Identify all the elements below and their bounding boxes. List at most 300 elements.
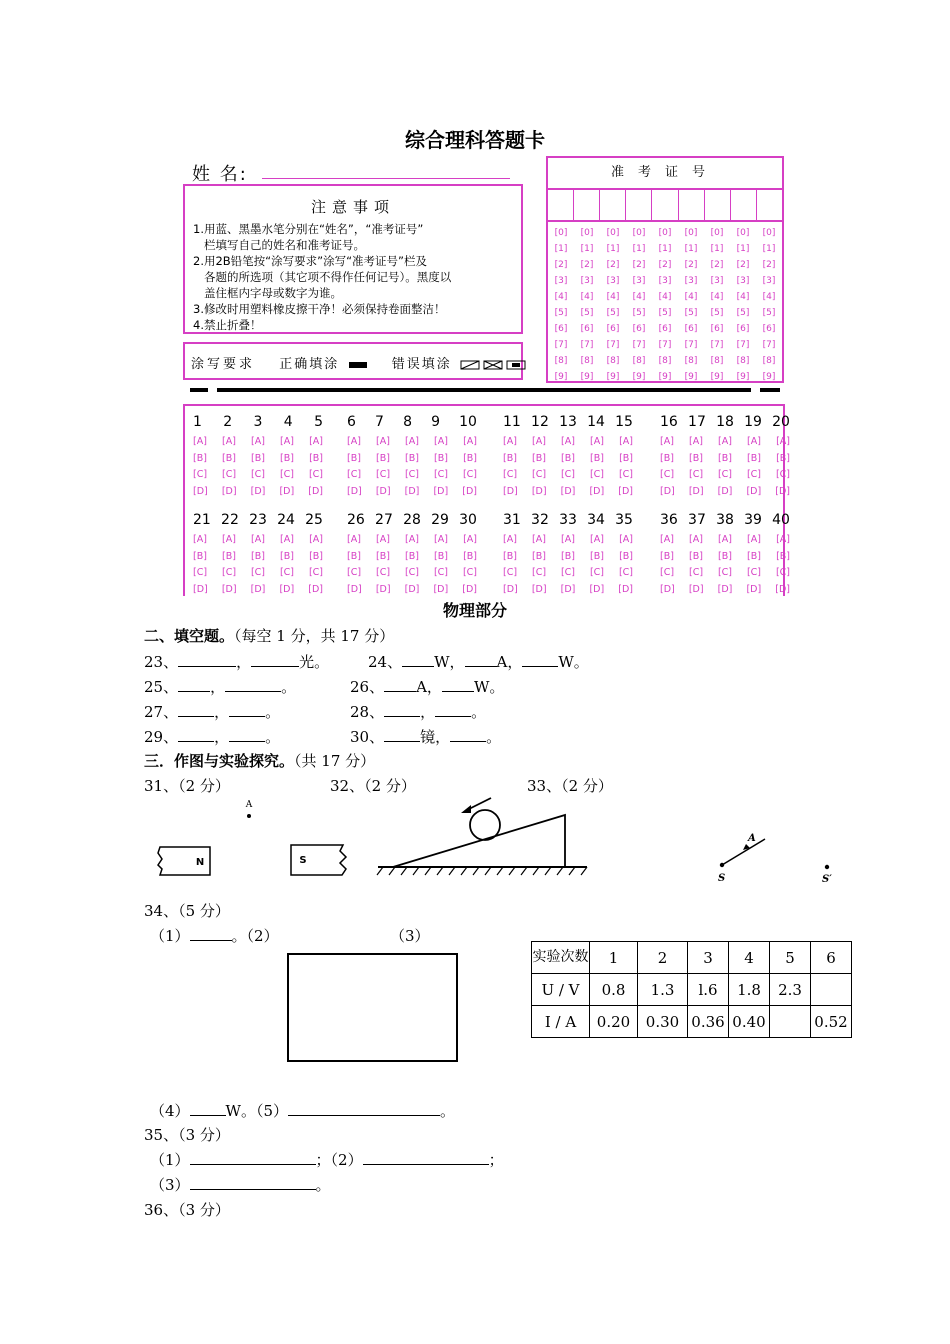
option-bubble[interactable]: [D]	[688, 485, 704, 497]
id-bubble[interactable]: [5]	[710, 308, 724, 318]
option-bubble[interactable]: [C]	[531, 567, 547, 578]
id-bubble[interactable]: [2]	[658, 260, 672, 270]
magnet-figure[interactable]	[150, 795, 355, 885]
option-bubble[interactable]: [B]	[619, 452, 633, 464]
id-bubble[interactable]: [8]	[632, 356, 646, 366]
option-bubble[interactable]: [B]	[503, 550, 517, 562]
option-bubble[interactable]: [B]	[193, 452, 207, 464]
id-bubble[interactable]: [8]	[658, 356, 672, 366]
option-bubble[interactable]: [B]	[405, 452, 419, 464]
id-bubble[interactable]: [0]	[606, 228, 620, 238]
option-bubble[interactable]: [C]	[618, 469, 633, 480]
question-number: 7	[375, 414, 384, 430]
id-bubble[interactable]: [9]	[710, 372, 724, 382]
option-bubble[interactable]: [C]	[375, 567, 391, 578]
option-bubble[interactable]: [C]	[503, 567, 518, 578]
option-bubble[interactable]: [B]	[376, 452, 390, 464]
option-bubble[interactable]: [B]	[347, 452, 361, 464]
option-bubble[interactable]: [C]	[660, 469, 675, 480]
q29-blank-2[interactable]	[229, 727, 265, 742]
id-bubble[interactable]: [3]	[710, 276, 724, 286]
option-bubble[interactable]: [A]	[619, 534, 633, 545]
id-bubble[interactable]: [2]	[684, 260, 698, 270]
id-bubble[interactable]: [9]	[684, 372, 698, 382]
option-bubble[interactable]: [A]	[193, 436, 207, 447]
q25-blank-2[interactable]	[225, 677, 281, 692]
id-bubble[interactable]: [1]	[710, 244, 724, 254]
id-bubble[interactable]: [9]	[658, 372, 672, 382]
id-bubble[interactable]: [3]	[762, 276, 776, 286]
id-bubble[interactable]: [6]	[658, 324, 672, 334]
id-bubble[interactable]: [7]	[684, 340, 698, 350]
table-cell: 2	[638, 942, 688, 974]
option-bubble[interactable]: [C]	[589, 469, 604, 480]
option-bubble[interactable]: [C]	[433, 567, 448, 578]
option-bubble[interactable]: [D]	[250, 583, 266, 595]
q34-blank-4[interactable]	[190, 1101, 226, 1116]
option-bubble[interactable]: [D]	[589, 485, 605, 497]
option-bubble[interactable]: [A]	[376, 436, 390, 447]
q24-blank-2[interactable]	[465, 652, 497, 667]
option-bubble[interactable]: [D]	[404, 583, 420, 595]
id-bubble[interactable]: [6]	[554, 324, 568, 334]
option-bubble[interactable]: [C]	[308, 567, 323, 578]
option-bubble[interactable]: [C]	[775, 567, 790, 578]
q35-blank-1[interactable]	[190, 1150, 316, 1165]
option-bubble[interactable]: [D]	[660, 485, 675, 497]
option-bubble[interactable]: [B]	[280, 452, 294, 464]
option-bubble[interactable]: [B]	[660, 550, 674, 562]
id-bubble[interactable]: [6]	[736, 324, 750, 334]
option-bubble[interactable]: [A]	[660, 436, 674, 447]
option-bubble[interactable]: [B]	[590, 452, 604, 464]
id-bubble[interactable]: [9]	[606, 372, 620, 382]
option-bubble[interactable]: [D]	[193, 485, 208, 497]
id-bubble[interactable]: [9]	[762, 372, 776, 382]
option-bubble[interactable]: [D]	[308, 485, 323, 497]
option-bubble[interactable]: [D]	[279, 583, 295, 595]
option-bubble[interactable]: [B]	[689, 550, 703, 562]
option-bubble[interactable]: [D]	[279, 485, 295, 497]
q27-blank-2[interactable]	[229, 702, 265, 717]
option-bubble[interactable]: [A]	[280, 534, 294, 545]
id-bubble[interactable]: [3]	[658, 276, 672, 286]
option-bubble[interactable]: [A]	[405, 436, 419, 447]
id-bubble[interactable]: [5]	[658, 308, 672, 318]
circuit-drawing-box[interactable]	[287, 953, 458, 1062]
id-bubble[interactable]: [1]	[684, 244, 698, 254]
option-bubble[interactable]: [C]	[347, 469, 362, 480]
id-bubble[interactable]: [9]	[736, 372, 750, 382]
option-bubble[interactable]: [B]	[251, 550, 265, 562]
id-bubble[interactable]: [4]	[554, 292, 568, 302]
option-bubble[interactable]: [B]	[590, 550, 604, 562]
option-bubble[interactable]: [D]	[618, 583, 633, 595]
option-bubble[interactable]: [C]	[746, 469, 761, 480]
option-bubble[interactable]: [A]	[747, 534, 761, 545]
id-digit-cell[interactable]	[705, 190, 731, 220]
option-bubble[interactable]: [B]	[309, 550, 323, 562]
option-bubble[interactable]: [D]	[308, 583, 323, 595]
id-bubble[interactable]: [4]	[736, 292, 750, 302]
id-bubble[interactable]: [8]	[710, 356, 724, 366]
id-bubble[interactable]: [8]	[606, 356, 620, 366]
option-bubble[interactable]: [A]	[434, 436, 448, 447]
option-bubble[interactable]: [D]	[589, 583, 605, 595]
table-cell: 0.20	[590, 1006, 638, 1038]
q23-blank-2[interactable]	[251, 652, 299, 667]
option-bubble[interactable]: [D]	[375, 583, 391, 595]
id-bubble[interactable]: [6]	[684, 324, 698, 334]
q24-blank-1[interactable]	[402, 652, 434, 667]
id-bubble[interactable]: [2]	[762, 260, 776, 270]
id-bubble[interactable]: [6]	[632, 324, 646, 334]
option-bubble[interactable]: [C]	[717, 469, 733, 480]
id-bubble[interactable]: [4]	[762, 292, 776, 302]
id-bubble[interactable]: [7]	[736, 340, 750, 350]
id-bubble[interactable]: [2]	[736, 260, 750, 270]
option-bubble[interactable]: [A]	[590, 436, 604, 447]
q26-blank-2[interactable]	[442, 677, 474, 692]
id-bubble[interactable]: [1]	[736, 244, 750, 254]
answer-group	[503, 414, 633, 500]
id-digit-cell[interactable]	[679, 190, 705, 220]
option-bubble[interactable]: [A]	[222, 436, 236, 447]
option-bubble[interactable]: [B]	[376, 550, 390, 562]
id-bubble[interactable]: [6]	[710, 324, 724, 334]
option-bubble[interactable]: [D]	[221, 485, 237, 497]
option-bubble[interactable]: [C]	[193, 567, 208, 578]
id-bubble[interactable]: [8]	[762, 356, 776, 366]
id-digit-cell[interactable]	[548, 190, 574, 220]
id-bubble[interactable]: [1]	[554, 244, 568, 254]
option-bubble[interactable]: [B]	[347, 550, 361, 562]
id-bubble[interactable]: [7]	[606, 340, 620, 350]
option-bubble[interactable]: [D]	[250, 485, 266, 497]
id-bubble[interactable]: [1]	[580, 244, 594, 254]
id-bubble[interactable]: [3]	[684, 276, 698, 286]
option-bubble[interactable]: [D]	[746, 485, 762, 497]
id-bubble[interactable]: [4]	[580, 292, 594, 302]
option-bubble[interactable]: [C]	[347, 567, 362, 578]
id-bubble[interactable]: [4]	[684, 292, 698, 302]
option-bubble[interactable]: [C]	[589, 567, 604, 578]
option-bubble[interactable]: [A]	[532, 534, 546, 545]
option-bubble[interactable]: [C]	[279, 567, 294, 578]
option-bubble[interactable]: [C]	[688, 469, 704, 480]
option-bubble[interactable]: [A]	[309, 534, 323, 545]
id-bubble[interactable]: [6]	[762, 324, 776, 334]
option-bubble[interactable]: [A]	[590, 534, 604, 545]
id-bubble[interactable]: [8]	[684, 356, 698, 366]
option-bubble[interactable]: [C]	[308, 469, 323, 480]
option-bubble[interactable]: [B]	[561, 550, 575, 562]
id-bubble[interactable]: [4]	[632, 292, 646, 302]
q27-blank-1[interactable]	[178, 702, 214, 717]
option-bubble[interactable]: [C]	[462, 567, 477, 578]
option-bubble[interactable]: [D]	[193, 583, 208, 595]
id-bubble[interactable]: [7]	[632, 340, 646, 350]
table-cell[interactable]	[811, 974, 852, 1006]
option-bubble[interactable]: [B]	[193, 550, 207, 562]
id-bubble[interactable]: [2]	[710, 260, 724, 270]
option-bubble[interactable]: [B]	[718, 550, 732, 562]
id-bubble[interactable]: [3]	[580, 276, 594, 286]
option-bubble[interactable]: [D]	[531, 583, 547, 595]
option-bubble[interactable]: [C]	[221, 567, 237, 578]
q35-blank-2[interactable]	[363, 1150, 489, 1165]
id-bubble[interactable]: [7]	[762, 340, 776, 350]
option-bubble[interactable]: [D]	[462, 485, 477, 497]
id-bubble[interactable]: [0]	[762, 228, 776, 238]
option-bubble[interactable]: [B]	[503, 452, 517, 464]
id-bubble[interactable]: [2]	[606, 260, 620, 270]
id-bubble[interactable]: [0]	[736, 228, 750, 238]
option-bubble[interactable]: [A]	[434, 534, 448, 545]
option-bubble[interactable]: [C]	[717, 567, 733, 578]
id-bubble[interactable]: [9]	[632, 372, 646, 382]
id-bubble[interactable]: [6]	[580, 324, 594, 334]
option-bubble[interactable]: [C]	[746, 567, 761, 578]
id-bubble[interactable]: [3]	[632, 276, 646, 286]
q34-blank-1[interactable]	[190, 926, 232, 941]
option-bubble[interactable]: [D]	[717, 583, 733, 595]
option-bubble[interactable]: [B]	[776, 550, 790, 562]
q24-blank-3[interactable]	[522, 652, 558, 667]
id-bubble[interactable]: [3]	[554, 276, 568, 286]
option-bubble[interactable]: [A]	[503, 534, 517, 545]
name-field[interactable]	[262, 178, 510, 179]
option-bubble[interactable]: [B]	[747, 452, 761, 464]
option-bubble[interactable]: [C]	[404, 567, 420, 578]
id-bubble[interactable]: [4]	[606, 292, 620, 302]
option-bubble[interactable]: [B]	[747, 550, 761, 562]
id-bubble[interactable]: [1]	[632, 244, 646, 254]
id-bubble[interactable]: [5]	[762, 308, 776, 318]
option-bubble[interactable]: [A]	[309, 436, 323, 447]
table-cell: U / V	[532, 974, 590, 1006]
id-bubble[interactable]: [0]	[710, 228, 724, 238]
option-bubble[interactable]: [B]	[222, 550, 236, 562]
option-bubble[interactable]: [C]	[279, 469, 294, 480]
option-bubble[interactable]: [D]	[775, 485, 790, 497]
q29-blank-1[interactable]	[178, 727, 214, 742]
q26-blank-1[interactable]	[384, 677, 416, 692]
q34-blank-5[interactable]	[288, 1101, 440, 1116]
option-bubble[interactable]: [C]	[531, 469, 547, 480]
option-bubble[interactable]: [A]	[718, 436, 732, 447]
option-bubble[interactable]: [B]	[532, 550, 546, 562]
option-bubble[interactable]: [B]	[463, 550, 477, 562]
id-bubble[interactable]: [2]	[580, 260, 594, 270]
id-bubble[interactable]: [9]	[580, 372, 594, 382]
incline-figure[interactable]	[375, 795, 590, 885]
option-bubble[interactable]: [C]	[221, 469, 237, 480]
option-bubble[interactable]: [C]	[250, 567, 266, 578]
option-bubble[interactable]: [B]	[689, 452, 703, 464]
id-bubble[interactable]: [0]	[632, 228, 646, 238]
id-bubble[interactable]: [7]	[580, 340, 594, 350]
id-bubble[interactable]: [1]	[658, 244, 672, 254]
id-bubble[interactable]: [2]	[554, 260, 568, 270]
q25-blank-1[interactable]	[178, 677, 210, 692]
option-bubble[interactable]: [A]	[532, 436, 546, 447]
table-cell[interactable]	[770, 1006, 811, 1038]
option-bubble[interactable]: [A]	[689, 436, 703, 447]
option-bubble[interactable]: [C]	[618, 567, 633, 578]
option-bubble[interactable]: [A]	[561, 436, 575, 447]
option-bubble[interactable]: [B]	[280, 550, 294, 562]
option-row	[347, 532, 477, 549]
option-bubble[interactable]: [D]	[560, 583, 576, 595]
option-bubble[interactable]: [D]	[503, 583, 518, 595]
option-bubble[interactable]: [A]	[463, 436, 477, 447]
option-bubble[interactable]: [B]	[222, 452, 236, 464]
id-bubble[interactable]: [6]	[606, 324, 620, 334]
option-bubble[interactable]: [D]	[503, 485, 518, 497]
id-bubble[interactable]: [0]	[554, 228, 568, 238]
option-bubble[interactable]: [B]	[776, 452, 790, 464]
option-bubble[interactable]: [A]	[747, 436, 761, 447]
option-row	[503, 434, 633, 451]
question-number: 29	[431, 512, 449, 528]
option-bubble[interactable]: [D]	[531, 485, 547, 497]
id-bubble[interactable]: [2]	[632, 260, 646, 270]
option-bubble[interactable]: [D]	[375, 485, 391, 497]
option-bubble[interactable]: [B]	[434, 452, 448, 464]
option-bubble[interactable]: [C]	[193, 469, 208, 480]
option-bubble[interactable]: [B]	[251, 452, 265, 464]
q30-blank-1[interactable]	[384, 727, 420, 742]
id-bubble[interactable]: [5]	[684, 308, 698, 318]
option-bubble[interactable]: [A]	[347, 436, 361, 447]
id-bubble[interactable]: [5]	[606, 308, 620, 318]
question-number: 13	[559, 414, 577, 430]
option-bubble[interactable]: [A]	[776, 534, 790, 545]
id-bubble[interactable]: [0]	[580, 228, 594, 238]
id-bubble[interactable]: [0]	[684, 228, 698, 238]
option-bubble[interactable]: [B]	[660, 452, 674, 464]
id-bubble[interactable]: [7]	[554, 340, 568, 350]
option-bubble[interactable]: [B]	[619, 550, 633, 562]
option-bubble[interactable]: [B]	[532, 452, 546, 464]
id-bubble[interactable]: [8]	[580, 356, 594, 366]
option-bubble[interactable]: [B]	[434, 550, 448, 562]
option-bubble[interactable]: [A]	[251, 436, 265, 447]
id-digit-cell[interactable]	[731, 190, 757, 220]
id-bubble[interactable]: [3]	[736, 276, 750, 286]
option-bubble[interactable]: [A]	[619, 436, 633, 447]
id-digit-cell[interactable]	[574, 190, 600, 220]
option-bubble[interactable]: [A]	[660, 534, 674, 545]
option-bubble[interactable]: [C]	[433, 469, 448, 480]
mirror-figure[interactable]	[650, 795, 850, 890]
option-bubble[interactable]: [C]	[462, 469, 477, 480]
option-bubble[interactable]: [A]	[503, 436, 517, 447]
id-bubble[interactable]: [1]	[762, 244, 776, 254]
option-bubble[interactable]: [D]	[717, 485, 733, 497]
option-bubble[interactable]: [D]	[433, 583, 449, 595]
option-bubble[interactable]: [A]	[776, 436, 790, 447]
option-bubble[interactable]: [C]	[775, 469, 790, 480]
id-bubble[interactable]: [1]	[606, 244, 620, 254]
option-bubble[interactable]: [D]	[775, 583, 790, 595]
id-bubble[interactable]: [4]	[658, 292, 672, 302]
q28-blank-1[interactable]	[384, 702, 420, 717]
id-bubble[interactable]: [4]	[710, 292, 724, 302]
id-bubble[interactable]: [5]	[580, 308, 594, 318]
option-bubble[interactable]: [A]	[689, 534, 703, 545]
option-bubble[interactable]: [D]	[660, 583, 675, 595]
id-bubble[interactable]: [8]	[554, 356, 568, 366]
option-bubble[interactable]: [A]	[376, 534, 390, 545]
q35-blank-3[interactable]	[190, 1175, 316, 1190]
id-bubble[interactable]: [3]	[606, 276, 620, 286]
option-bubble[interactable]: [A]	[405, 534, 419, 545]
option-bubble[interactable]: [D]	[462, 583, 477, 595]
option-bubble[interactable]: [C]	[560, 469, 576, 480]
option-bubble[interactable]: [D]	[560, 485, 576, 497]
q28-blank-2[interactable]	[435, 702, 471, 717]
option-bubble[interactable]: [B]	[309, 452, 323, 464]
option-bubble[interactable]: [C]	[660, 567, 675, 578]
option-bubble[interactable]: [D]	[688, 583, 704, 595]
option-bubble[interactable]: [B]	[463, 452, 477, 464]
option-bubble[interactable]: [A]	[251, 534, 265, 545]
option-bubble[interactable]: [A]	[347, 534, 361, 545]
id-bubble[interactable]: [5]	[632, 308, 646, 318]
option-bubble[interactable]: [D]	[618, 485, 633, 497]
option-row	[503, 565, 633, 582]
q30-blank-2[interactable]	[450, 727, 486, 742]
option-bubble[interactable]: [C]	[404, 469, 420, 480]
id-bubble[interactable]: [7]	[658, 340, 672, 350]
option-bubble[interactable]: [D]	[347, 583, 362, 595]
id-digit-cell[interactable]	[626, 190, 652, 220]
option-bubble[interactable]: [D]	[347, 485, 362, 497]
option-bubble[interactable]: [C]	[375, 469, 391, 480]
q23-blank-1[interactable]	[178, 652, 236, 667]
id-bubble[interactable]: [0]	[658, 228, 672, 238]
id-bubble[interactable]: [7]	[710, 340, 724, 350]
id-bubble[interactable]: [8]	[736, 356, 750, 366]
option-bubble[interactable]: [C]	[250, 469, 266, 480]
id-digit-cell[interactable]	[652, 190, 678, 220]
option-bubble[interactable]: [D]	[404, 485, 420, 497]
option-bubble[interactable]: [C]	[503, 469, 518, 480]
option-bubble[interactable]: [C]	[688, 567, 704, 578]
option-bubble[interactable]: [B]	[561, 452, 575, 464]
id-bubble[interactable]: [5]	[554, 308, 568, 318]
option-bubble[interactable]: [A]	[718, 534, 732, 545]
option-bubble[interactable]: [D]	[221, 583, 237, 595]
option-bubble[interactable]: [A]	[463, 534, 477, 545]
option-bubble[interactable]: [A]	[222, 534, 236, 545]
id-bubble[interactable]: [5]	[736, 308, 750, 318]
option-bubble[interactable]: [A]	[193, 534, 207, 545]
option-bubble[interactable]: [B]	[718, 452, 732, 464]
option-bubble[interactable]: [B]	[405, 550, 419, 562]
option-bubble[interactable]: [A]	[561, 534, 575, 545]
id-digit-cell[interactable]	[600, 190, 626, 220]
option-bubble[interactable]: [C]	[560, 567, 576, 578]
question-number: 39	[744, 512, 762, 528]
id-digit-cell[interactable]	[757, 190, 782, 220]
option-bubble[interactable]: [D]	[433, 485, 449, 497]
option-bubble[interactable]: [A]	[280, 436, 294, 447]
id-bubble[interactable]: [9]	[554, 372, 568, 382]
option-bubble[interactable]: [D]	[746, 583, 762, 595]
